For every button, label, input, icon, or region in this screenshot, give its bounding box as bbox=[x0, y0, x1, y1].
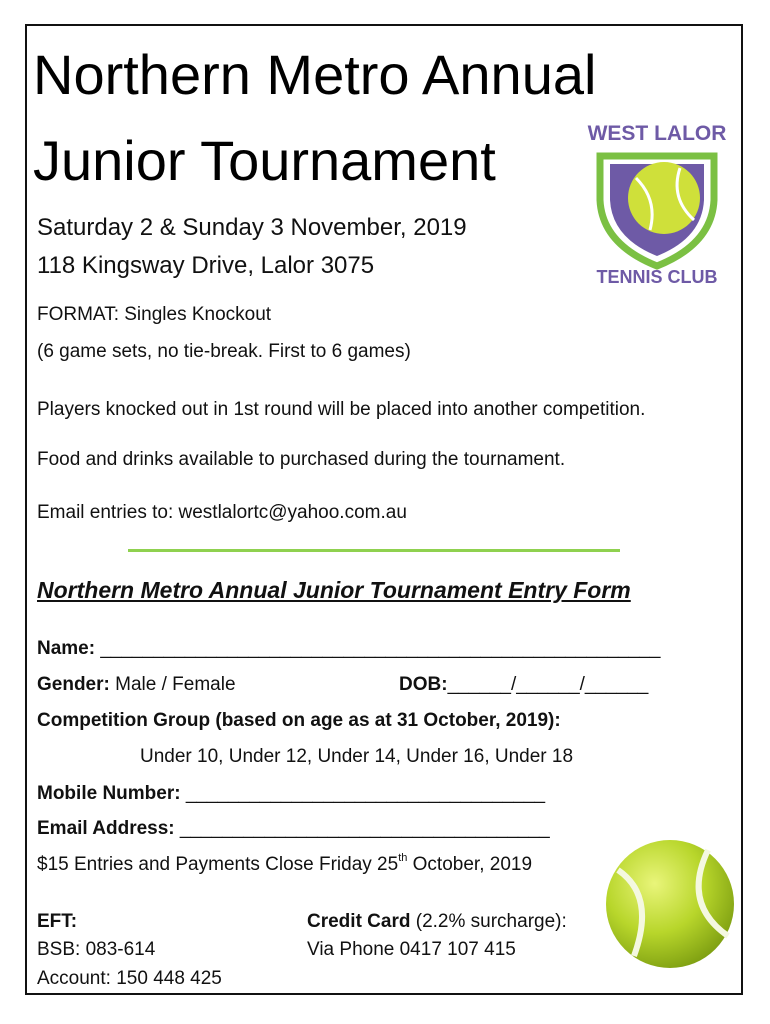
gender-options[interactable]: Male / Female bbox=[115, 674, 236, 695]
dob-label: DOB: bbox=[399, 674, 448, 695]
logo-bottom-text: TENNIS CLUB bbox=[596, 267, 718, 287]
email-row bbox=[37, 817, 550, 841]
date-line: Saturday 2 & Sunday 3 November, 2019 bbox=[37, 214, 467, 241]
form-title: Northern Metro Annual Junior Tournament Entry Form bbox=[37, 577, 631, 603]
email-line: Email entries to: westlalortc@yahoo.com.au bbox=[37, 502, 407, 523]
name-label: Name: bbox=[37, 638, 96, 659]
players-note: Players knocked out in 1st round will be placed into another competition. bbox=[37, 399, 646, 420]
tennis-ball-icon bbox=[604, 838, 736, 970]
mobile-blank[interactable]: __________________________________ bbox=[185, 783, 546, 804]
credit-card-label: Credit Card bbox=[307, 911, 411, 932]
format-detail: (6 game sets, no tie-break. First to 6 games) bbox=[37, 341, 411, 362]
gender-label: Gender: bbox=[37, 674, 110, 695]
west-lalor-logo bbox=[584, 116, 730, 296]
food-note: Food and drinks available to purchased during the tournament. bbox=[37, 449, 566, 470]
group-label: Competition Group (based on age as at 31 October, 2019): bbox=[37, 710, 561, 731]
logo-top-text: WEST LALOR bbox=[587, 122, 727, 145]
bsb-line: BSB: 083-614 bbox=[37, 939, 156, 960]
name-row bbox=[37, 637, 660, 661]
mobile-label: Mobile Number: bbox=[37, 783, 181, 804]
dob-row bbox=[399, 673, 648, 697]
title-line-2: Junior Tournament bbox=[33, 129, 496, 192]
gender-row bbox=[37, 673, 236, 697]
email-blank[interactable]: ___________________________________ bbox=[179, 818, 550, 839]
account-line: Account: 150 448 425 bbox=[37, 968, 222, 989]
credit-card-phone: Via Phone 0417 107 415 bbox=[307, 939, 516, 960]
name-blank[interactable]: _____________________________________________________ bbox=[100, 638, 661, 659]
credit-card-line bbox=[307, 910, 567, 934]
email-label: Email Address: bbox=[37, 818, 175, 839]
credit-card-note: (2.2% surcharge): bbox=[410, 911, 567, 932]
dob-blank[interactable]: ______/______/______ bbox=[447, 674, 649, 695]
green-divider bbox=[128, 549, 620, 552]
group-options[interactable]: Under 10, Under 12, Under 14, Under 16, Under 18 bbox=[140, 746, 574, 767]
mobile-row bbox=[37, 782, 545, 806]
close-date-line: $15 Entries and Payments Close Friday 25th October, 2019 bbox=[37, 852, 533, 875]
eft-label: EFT: bbox=[37, 911, 78, 932]
address-line: 118 Kingsway Drive, Lalor 3075 bbox=[37, 252, 375, 279]
title-line-1: Northern Metro Annual bbox=[33, 43, 597, 106]
format-line: FORMAT: Singles Knockout bbox=[37, 304, 272, 325]
